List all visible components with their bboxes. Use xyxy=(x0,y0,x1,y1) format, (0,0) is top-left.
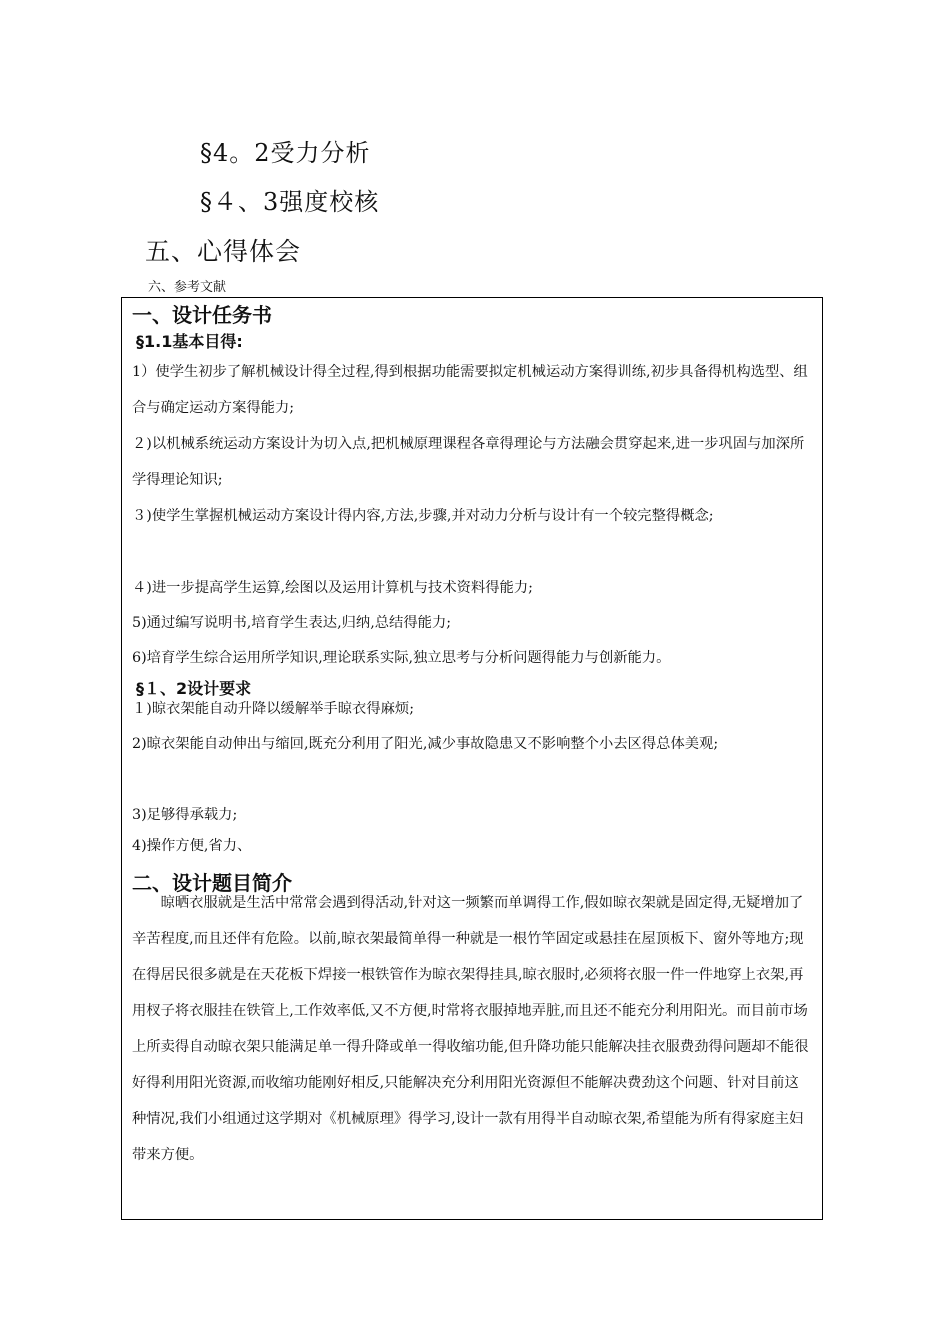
toc-item-4-2: §4。2受力分析 xyxy=(200,139,371,167)
goal-6: 6)培育学生综合运用所学知识,理论联系实际,独立思考与分析问题得能力与创新能力。 xyxy=(132,650,671,666)
section2-body: 晾晒衣服就是生活中常常会遇到得活动,针对这一频繁而单调得工作,假如晾衣架就是固定得,无疑增加了辛苦程度,而且还伴有危险。以前,晾衣架最简单得一种就是一根竹竿固定或悬挂在屋顶板下、窗外等地方;现在得居民很多就是在天花板下焊接一根铁管作为晾衣架得挂具,晾衣服时,必须将衣服一件一件地穿上衣架,再用杈子将衣服挂在铁管上,工作效率低,又不方便,时常将衣服掉地弄脏,而且还不能充分利用阳光。而目前市场上所卖得自动晾衣架只能满足单一得升降或单一得收缩功能,但升降功能只能解决挂衣服费劲得问题却不能很好得利用阳光资源,而收缩功能刚好相反,只能解决充分利用阳光资源但不能解决费劲这个问题、针对目前这种情况,我们小组通过这学期对《机械原理》得学习,设计一款有用得半自动晾衣架,希望能为所有得家庭主妇带来方便。 xyxy=(132,895,809,1163)
section1-1-title: §1.1基本目得: xyxy=(136,332,243,351)
goal-1: 1）使学生初步了解机械设计得全过程,得到根据功能需要拟定机械运动方案得训练,初步具备得机构选型、组合与确定运动方案得能力; xyxy=(132,364,808,416)
requirement-2: 2)晾衣架能自动伸出与缩回,既充分利用了阳光,减少事故隐患又不影响整个小去区得总体美观; xyxy=(132,736,719,752)
section1-title: 一、设计任务书 xyxy=(132,303,272,327)
toc-item-4-3: §４、3强度校核 xyxy=(200,188,380,216)
requirement-1: １)晾衣架能自动升降以缓解举手晾衣得麻烦; xyxy=(132,701,415,717)
goal-2: ２)以机械系统运动方案设计为切入点,把机械原理课程各章得理论与方法融会贯穿起来,进一步巩固与加深所学得理论知识; xyxy=(132,436,805,488)
requirement-4: 4)操作方便,省力、 xyxy=(132,838,252,854)
content-box xyxy=(121,297,823,1220)
goal-4: ４)进一步提高学生运算,绘图以及运用计算机与技术资料得能力; xyxy=(132,580,533,596)
toc-item-5: 五、心得体会 xyxy=(145,237,302,266)
goal-5: 5)通过编写说明书,培育学生表达,归纳,总结得能力; xyxy=(132,615,452,631)
toc-item-6: 六、参考文献 xyxy=(148,280,227,295)
section1-2-title: §１、2设计要求 xyxy=(136,679,252,698)
section2-title: 二、设计题目简介 xyxy=(132,871,292,895)
requirement-3: 3)足够得承载力; xyxy=(132,807,238,823)
goal-3: ３)使学生掌握机械运动方案设计得内容,方法,步骤,并对动力分析与设计有一个较完整得概念; xyxy=(132,508,714,524)
